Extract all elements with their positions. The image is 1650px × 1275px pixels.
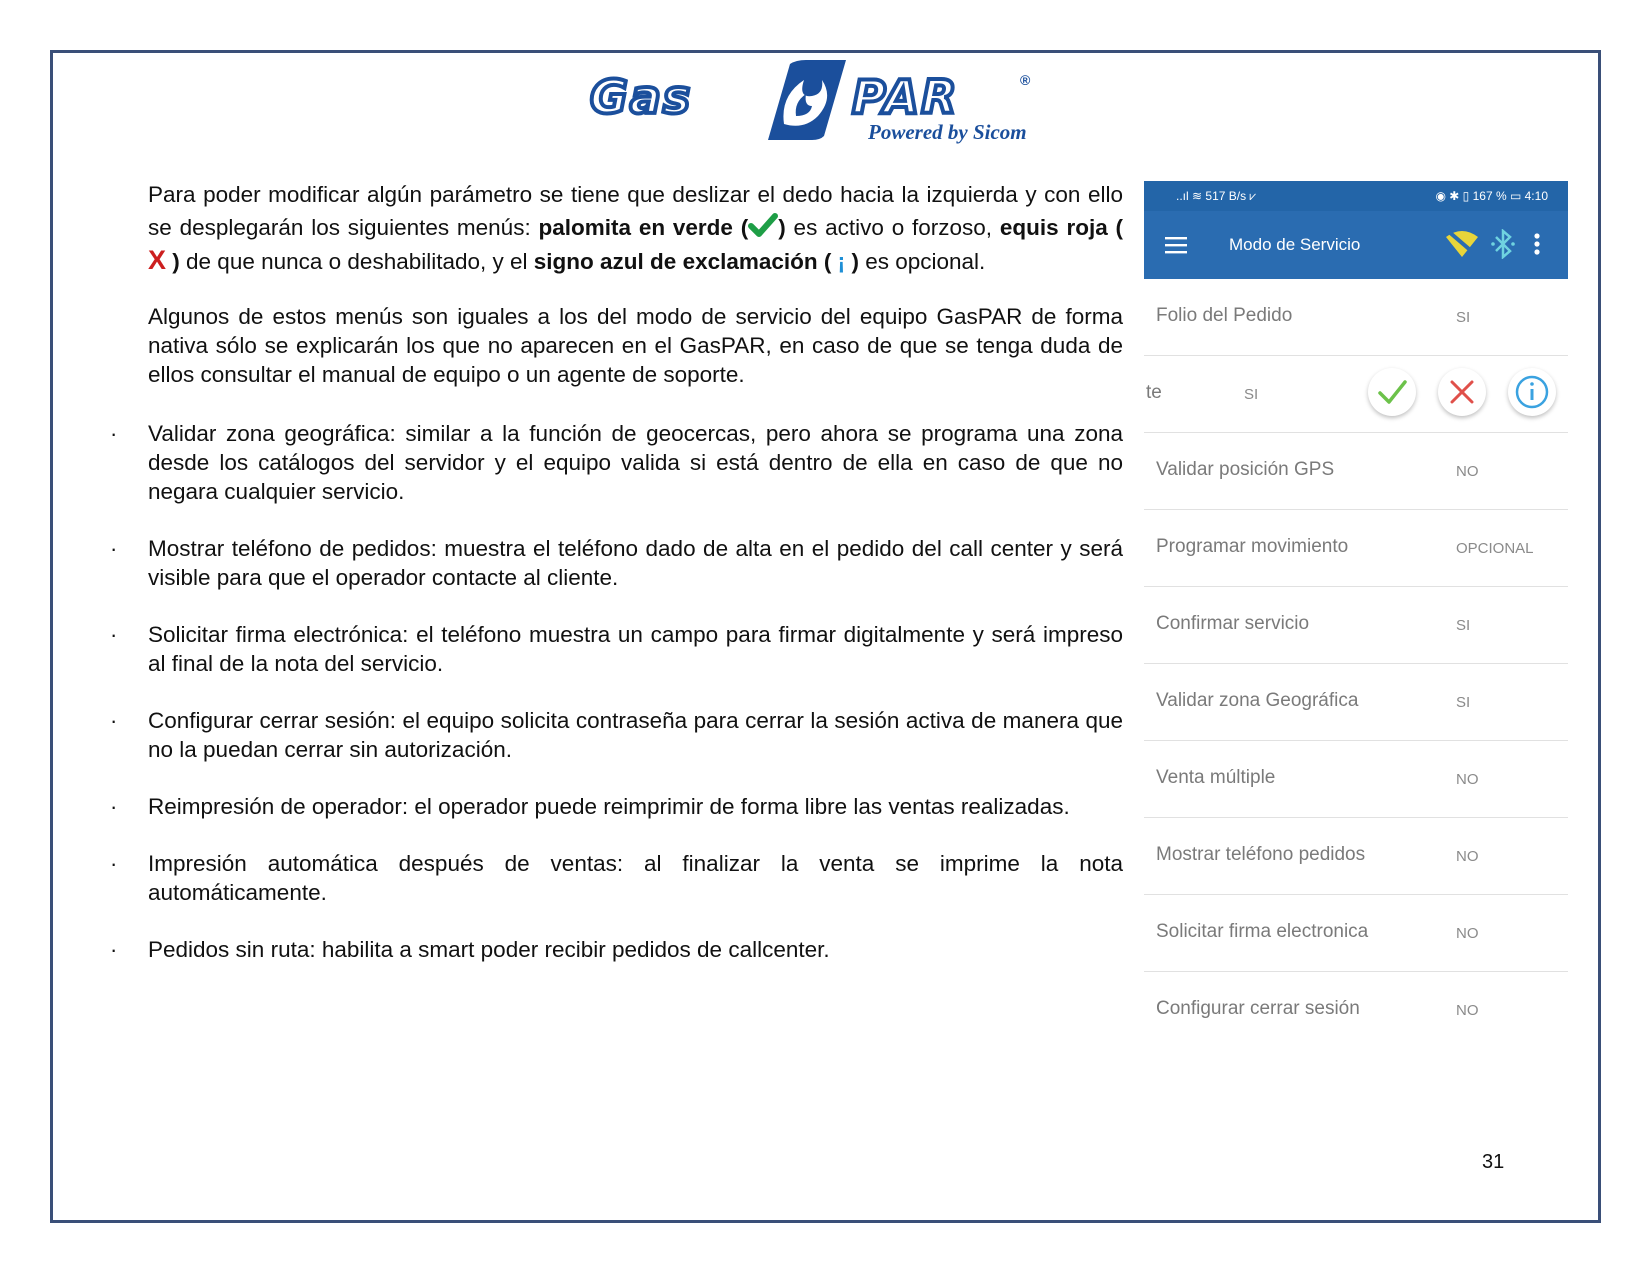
phone-screenshot bbox=[1144, 181, 1568, 1041]
setting-value: SI bbox=[1456, 309, 1471, 326]
feature-bullet-list bbox=[148, 419, 1123, 964]
logo-tagline: Powered by Sicom bbox=[868, 120, 1027, 144]
bullet-item: · Reimpresión de operador: el operador puede reimprimir de forma libre las ventas realizadas. bbox=[148, 792, 1123, 821]
setting-row-swiped[interactable] bbox=[1144, 356, 1568, 433]
setting-row[interactable] bbox=[1144, 510, 1568, 587]
app-title: Modo de Servicio bbox=[1229, 235, 1361, 254]
gaspar-logo bbox=[590, 58, 1070, 148]
setting-label: Validar zona Geográfica bbox=[1156, 690, 1359, 711]
setting-label: Validar posición GPS bbox=[1156, 459, 1335, 480]
green-check-term: palomita en verde ( bbox=[538, 215, 749, 240]
setting-row[interactable] bbox=[1144, 433, 1568, 510]
setting-row[interactable] bbox=[1144, 279, 1568, 356]
wifi-off-icon[interactable] bbox=[1444, 229, 1480, 259]
info-icon bbox=[1508, 368, 1556, 416]
status-bar bbox=[1144, 181, 1568, 211]
setting-value: NO bbox=[1456, 925, 1479, 942]
setting-value: SI bbox=[1456, 694, 1471, 711]
registered-mark: ® bbox=[1020, 72, 1031, 88]
setting-label: Solicitar firma electronica bbox=[1156, 921, 1369, 942]
setting-label: Programar movimiento bbox=[1156, 536, 1349, 557]
blue-sign-close: ) bbox=[851, 249, 859, 274]
intro-paragraph bbox=[148, 178, 1123, 278]
setting-label: Confirmar servicio bbox=[1156, 613, 1310, 634]
intro-text-1: Para poder modificar algún parámetro se tiene que deslizar el dedo hacia la izquierda y con ello se desplegarán los siguientes menús: bbox=[148, 182, 1123, 240]
setting-value: SI bbox=[1244, 386, 1259, 403]
red-x-term: equis roja ( bbox=[999, 215, 1124, 240]
green-check-icon bbox=[748, 212, 778, 238]
flame-emblem-icon bbox=[740, 58, 850, 142]
setting-value: SI bbox=[1456, 617, 1471, 634]
setting-label: te bbox=[1146, 382, 1162, 403]
setting-row[interactable] bbox=[1144, 972, 1568, 1041]
setting-label: Venta múltiple bbox=[1156, 767, 1276, 788]
setting-row[interactable] bbox=[1144, 895, 1568, 972]
blue-sign-term: signo azul de exclamación bbox=[533, 249, 818, 274]
setting-value: NO bbox=[1456, 1002, 1479, 1019]
setting-value: NO bbox=[1456, 848, 1479, 865]
setting-label: Mostrar teléfono pedidos bbox=[1156, 844, 1366, 865]
setting-row[interactable] bbox=[1144, 664, 1568, 741]
setting-value: NO bbox=[1456, 771, 1479, 788]
red-x-close: ) bbox=[172, 249, 180, 274]
intro-text-2: es activo o forzoso, bbox=[785, 215, 1000, 240]
setting-label: Folio del Pedido bbox=[1156, 305, 1293, 326]
blue-sign-open: ( bbox=[823, 249, 832, 274]
optional-info-button[interactable] bbox=[1508, 368, 1556, 416]
intro-text-3: de que nunca o deshabilitado, y el bbox=[179, 249, 534, 274]
disable-x-button[interactable] bbox=[1438, 368, 1486, 416]
logo-word-gas: Gas bbox=[590, 70, 693, 124]
app-bar bbox=[1144, 211, 1568, 279]
body-text-column bbox=[148, 178, 1123, 964]
bullet-item: · Impresión automática después de ventas: al finalizar la venta se imprime la nota automáticamente. bbox=[148, 849, 1123, 907]
intro-text-4: es opcional. bbox=[858, 249, 986, 274]
status-left: ..ıl ≋ 517 B/s ⩗ bbox=[1176, 189, 1257, 203]
bullet-item: · Mostrar teléfono de pedidos: muestra el teléfono dado de alta en el pedido del call center y será visible para que el operador contacte al cliente. bbox=[148, 534, 1123, 592]
check-icon bbox=[1368, 368, 1416, 416]
setting-label: Configurar cerrar sesión bbox=[1156, 998, 1360, 1019]
red-x-icon: X bbox=[148, 245, 167, 275]
bullet-item: · Pedidos sin ruta: habilita a smart poder recibir pedidos de callcenter. bbox=[148, 935, 1123, 964]
bullet-item: · Solicitar firma electrónica: el teléfono muestra un campo para firmar digitalmente y será impreso al final de la nota del servicio. bbox=[148, 620, 1123, 678]
blue-exclamation-icon: ¡ bbox=[837, 249, 846, 274]
setting-row[interactable] bbox=[1144, 741, 1568, 818]
hamburger-menu-icon[interactable] bbox=[1164, 233, 1188, 257]
setting-row[interactable] bbox=[1144, 818, 1568, 895]
green-check-close: ) bbox=[778, 215, 786, 240]
bullet-item: · Configurar cerrar sesión: el equipo solicita contraseña para cerrar la sesión activa de manera que no la puedan cerrar sin autorización. bbox=[148, 706, 1123, 764]
setting-value: NO bbox=[1456, 463, 1479, 480]
logo-word-par: PAR bbox=[852, 70, 959, 124]
active-check-button[interactable] bbox=[1368, 368, 1416, 416]
status-right: ◉ ✱ ▯ 167 % ▭ 4:10 bbox=[1435, 189, 1548, 203]
setting-value: OPCIONAL bbox=[1456, 540, 1534, 557]
more-options-icon[interactable] bbox=[1532, 229, 1542, 259]
close-icon bbox=[1438, 368, 1486, 416]
page-number: 31 bbox=[1482, 1151, 1505, 1173]
second-paragraph: Algunos de estos menús son iguales a los del modo de servicio del equipo GasPAR de forma nativa sólo se explicarán los que no aparecen en el GasPAR, en caso de que se tenga duda de ellos consultar el manual de equipo o un agente de soporte. bbox=[148, 304, 1123, 387]
bullet-item: · Validar zona geográfica: similar a la función de geocercas, pero ahora se programa una zona desde los catálogos del servidor y el equipo valida si está dentro de ella en caso de que no negara cualquier servicio. bbox=[148, 419, 1123, 506]
bluetooth-icon[interactable] bbox=[1490, 229, 1516, 259]
setting-row[interactable] bbox=[1144, 587, 1568, 664]
